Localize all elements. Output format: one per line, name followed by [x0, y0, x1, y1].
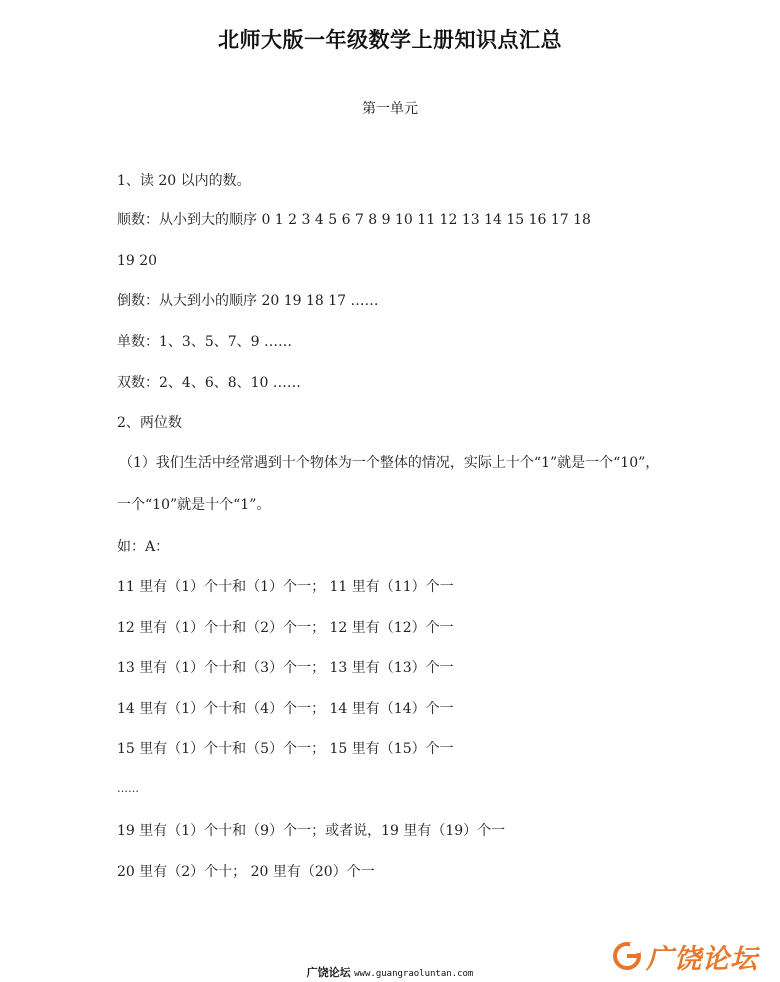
example-label: 如：A：	[117, 539, 170, 555]
logo-text: 广饶论坛	[646, 943, 758, 975]
site-logo	[612, 936, 758, 976]
text-line-ascending-cont: 19 20	[117, 253, 158, 269]
text-line-descending: 倒数：从大到小的顺序 20 19 18 17 ……	[117, 293, 379, 309]
footer-url: www.guangraoluntan.com	[354, 969, 474, 979]
text-line-odd: 单数：1、3、5、7、9 ……	[117, 334, 292, 350]
example-line: 14 里有（1）个十和（4）个一； 14 里有（14）个一	[117, 701, 454, 717]
example-line: 20 里有（2）个十； 20 里有（20）个一	[117, 864, 375, 880]
document-title: 北师大版一年级数学上册知识点汇总	[218, 28, 562, 52]
g-circle-logo-icon	[612, 941, 642, 971]
text-line-ascending: 顺数：从小到大的顺序 0 1 2 3 4 5 6 7 8 9 10 11 12 13 14 15 16 17 18	[117, 212, 591, 228]
section-heading-read-numbers: 1、读 20 以内的数。	[117, 173, 251, 189]
section-heading-two-digit: 2、两位数	[117, 415, 182, 431]
unit-heading: 第一单元	[362, 101, 418, 117]
example-line: 11 里有（1）个十和（1）个一； 11 里有（11）个一	[117, 579, 454, 595]
paragraph-line: 一个“10”就是十个“1”。	[117, 497, 271, 513]
paragraph-line: （1）我们生活中经常遇到十个物体为一个整体的情况，实际上十个“1”就是一个“10”，	[119, 455, 660, 471]
example-line: 19 里有（1）个十和（9）个一；或者说，19 里有（19）个一	[117, 823, 506, 839]
ellipsis-line: ……	[117, 782, 139, 795]
footer-site-name: 广饶论坛	[306, 966, 351, 979]
example-line: 13 里有（1）个十和（3）个一； 13 里有（13）个一	[117, 660, 454, 676]
example-line: 12 里有（1）个十和（2）个一； 12 里有（12）个一	[117, 620, 454, 636]
example-line: 15 里有（1）个十和（5）个一； 15 里有（15）个一	[117, 741, 454, 757]
text-line-even: 双数：2、4、6、8、10 ……	[117, 375, 301, 391]
